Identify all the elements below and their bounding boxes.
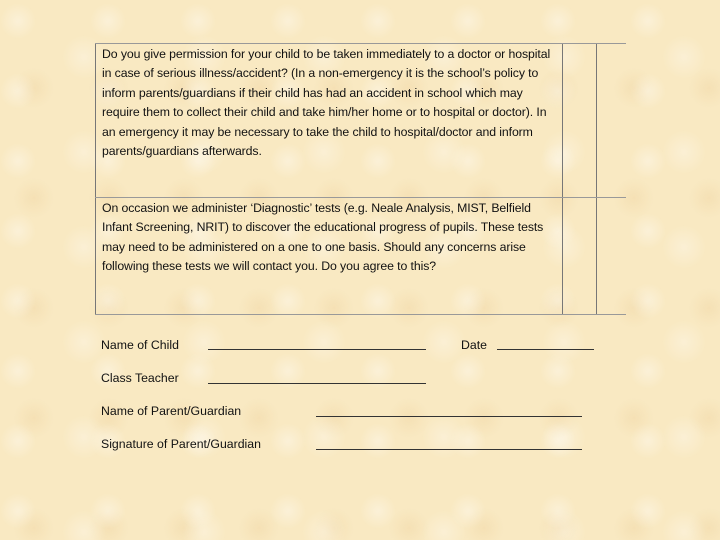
parent-name-label: Name of Parent/Guardian xyxy=(101,404,242,418)
diagnostic-tests-question: On occasion we administer ‘Diagnostic’ tests (e.g. Neale Analysis, MIST, Belfield Infant Screening, NRIT) to discover the educational progress of pupils. These tests may need to be administered on a one to one basis. Should any concerns arise following these tests we will contact you. Do you agree to this? xyxy=(96,198,563,315)
class-teacher-label: Class Teacher xyxy=(101,371,179,385)
diagnostic-tests-answer-box-1[interactable] xyxy=(563,198,597,315)
class-teacher-line[interactable] xyxy=(208,383,426,384)
consent-row-diagnostic xyxy=(96,198,626,315)
parent-name-line[interactable] xyxy=(316,416,582,417)
name-of-child-label: Name of Child xyxy=(101,338,179,352)
name-of-child-line[interactable] xyxy=(208,349,426,350)
medical-consent-answer-box-1[interactable] xyxy=(563,44,597,198)
parent-signature-label: Signature of Parent/Guardian xyxy=(101,437,261,451)
diagnostic-tests-answer-box-2[interactable] xyxy=(597,198,626,315)
date-line[interactable] xyxy=(497,349,594,350)
consent-table xyxy=(95,43,626,315)
parent-signature-line[interactable] xyxy=(316,449,582,450)
date-label: Date xyxy=(461,338,487,352)
medical-consent-answer-box-2[interactable] xyxy=(597,44,626,198)
consent-row-medical xyxy=(96,44,626,198)
medical-consent-question: Do you give permission for your child to be taken immediately to a doctor or hospital in case of serious illness/accident? (In a non-emergency it is the school’s policy to inform parents/guardians if their child has had an accident in school which may require them to collect their child and take him/her home or to hospital or doctor). In an emergency it may be necessary to take the child to hospital/doctor and inform parents/guardians afterwards. xyxy=(96,44,563,198)
